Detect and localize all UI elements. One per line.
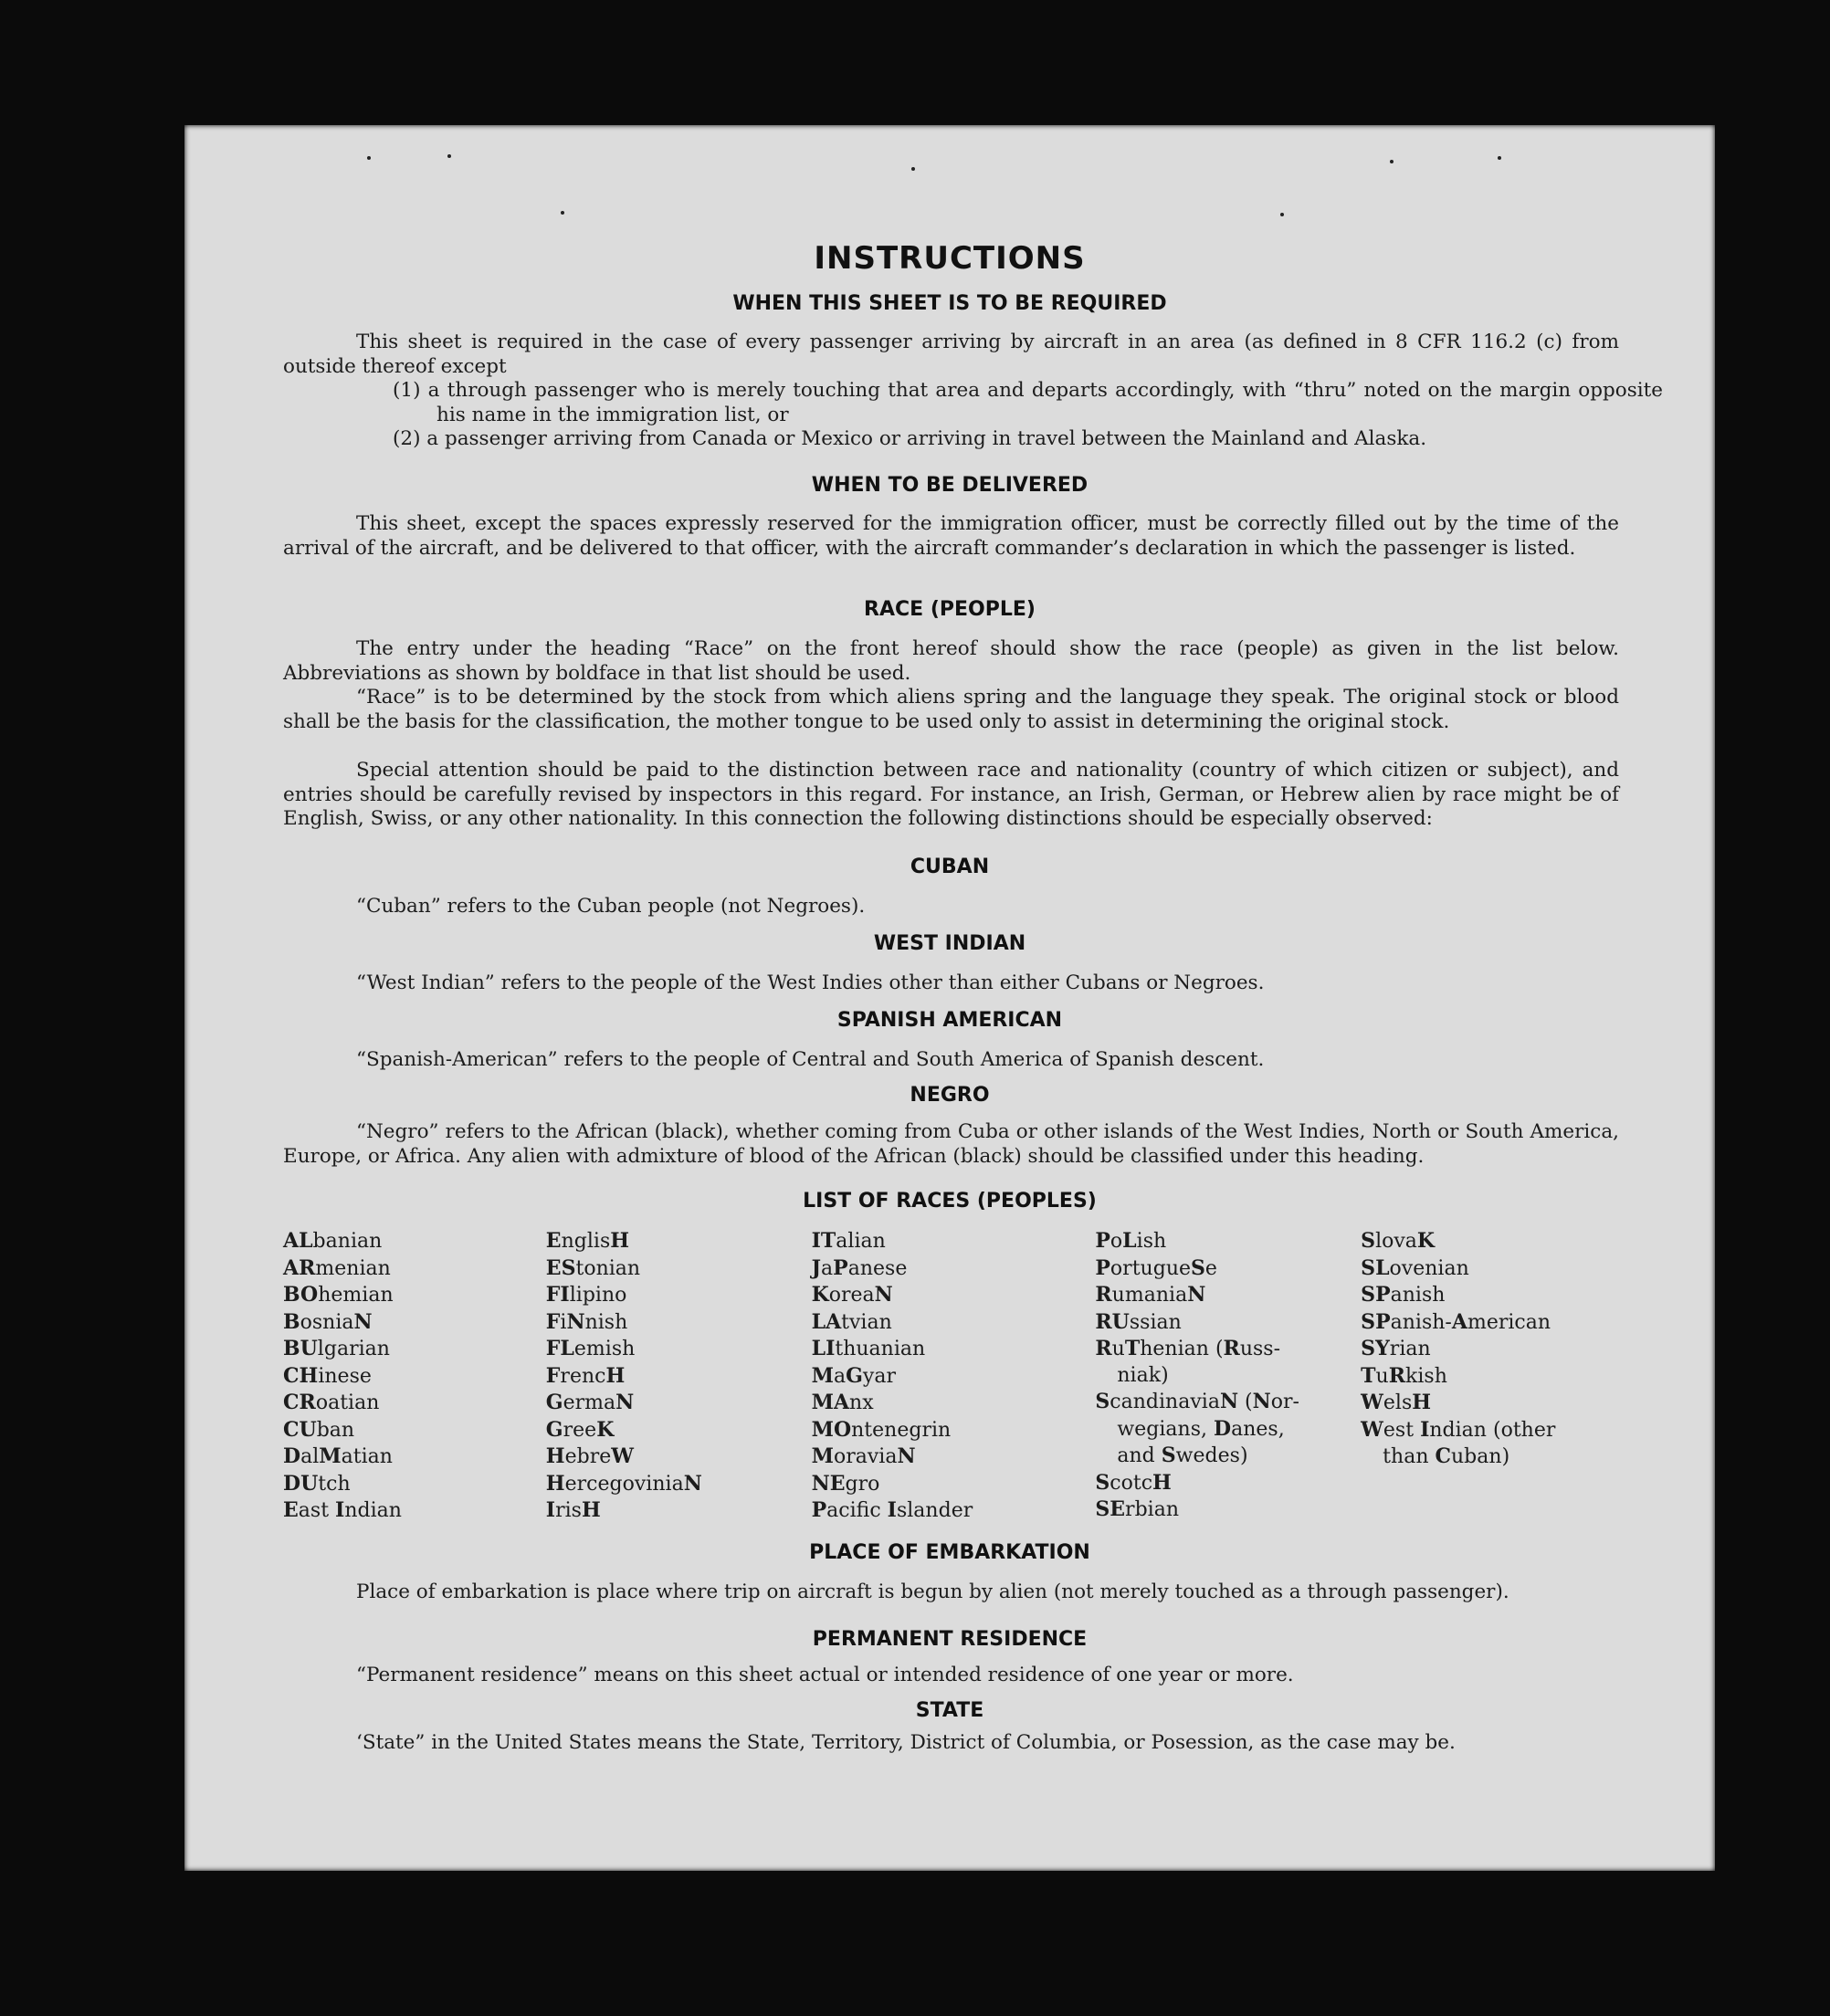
- list-item-exception-2: (2) a passenger arriving from Canada or Mexico or arriving in travel between the Mainland and Alaska.: [393, 427, 1427, 450]
- scan-speck: [1390, 160, 1394, 163]
- paragraph-race-1: The entry under the heading “Race” on the front hereof should show the race (people) as given in the list below. Abbreviations as shown by boldface in that list should be used.: [283, 637, 1619, 685]
- section-heading-negro: NEGRO: [910, 1084, 990, 1107]
- scan-speck: [561, 211, 564, 215]
- race-entry: ScotcH: [1095, 1470, 1172, 1495]
- paragraph-state: ‘State” in the United States means the State, Territory, District of Columbia, or Posession, as the case may be.: [356, 1731, 1456, 1754]
- paragraph-when-required: This sheet is required in the case of every passenger arriving by aircraft in an area (as defined in 8 CFR 116.2 (c) from outside thereof except: [283, 331, 1619, 378]
- race-entry-continuation: and Swedes): [1117, 1444, 1248, 1467]
- race-column-3: [812, 1228, 1096, 1525]
- paragraph-spanish-american: “Spanish-American” refers to the people of Central and South America of Spanish descent.: [356, 1048, 1265, 1071]
- race-entry: RUssian: [1095, 1309, 1182, 1334]
- race-entry: SErbian: [1095, 1497, 1180, 1521]
- race-entry: TuRkish: [1361, 1363, 1447, 1388]
- race-entry: IrisH: [545, 1498, 601, 1522]
- race-entry: CRoatian: [283, 1391, 380, 1414]
- race-entry: EStonian: [545, 1255, 641, 1280]
- race-entry: PortugueSe: [1095, 1255, 1217, 1280]
- race-entry: EnglisH: [545, 1229, 630, 1253]
- scan-speck: [367, 156, 371, 160]
- race-entry: SYrian: [1361, 1337, 1431, 1360]
- paragraph-negro: “Negro” refers to the African (black), whether coming from Cuba or other islands of the West Indies, North or South America, Europe, or Africa. Any alien with admixture of blood of the African (black) should be classified under this heading.: [283, 1120, 1619, 1168]
- paragraph-permanent-residence: “Permanent residence” means on this sheet actual or intended residence of one year or more.: [356, 1664, 1294, 1686]
- paragraph-race-2: “Race” is to be determined by the stock from which aliens spring and the language they speak. The original stock or blood shall be the basis for the classification, the mother tongue to be used only to assist in determining the original stock.: [283, 686, 1619, 733]
- race-entry: DalMatian: [283, 1444, 393, 1468]
- race-entry: LIthuanian: [811, 1337, 926, 1360]
- section-heading-race: RACE (PEOPLE): [864, 598, 1036, 621]
- race-column-1: [283, 1228, 546, 1525]
- section-heading-state: STATE: [915, 1699, 984, 1722]
- race-entry: SLovenian: [1361, 1255, 1469, 1280]
- race-entry: CHinese: [283, 1363, 372, 1388]
- race-entry: MoraviaN: [811, 1444, 916, 1468]
- race-entry: MOntenegrin: [811, 1417, 952, 1442]
- race-entry: HebreW: [545, 1444, 634, 1468]
- race-column-4: [1095, 1228, 1361, 1525]
- paragraph-when-delivered: This sheet, except the spaces expressly reserved for the immigration officer, must be correctly filled out by the time of the arrival of the aircraft, and be delivered to that officer, with the aircraft commander’s declaration in which the passenger is listed.: [283, 512, 1619, 560]
- scan-speck: [1498, 156, 1501, 160]
- race-entry: WelsH: [1361, 1391, 1432, 1414]
- race-entry: SPanish-American: [1361, 1309, 1551, 1334]
- document-page: [184, 125, 1715, 1871]
- race-list: [283, 1228, 1625, 1525]
- race-column-5: [1361, 1228, 1625, 1525]
- scan-speck: [911, 167, 915, 171]
- paragraph-race-3: Special attention should be paid to the distinction between race and nationality (country of which citizen or subject), and entries should be carefully revised by inspectors in this regard. For instance, an Irish, German, or Hebrew alien by race might be of English, Swiss, or any other nationality. In this connection the following distinctions should be especially observed:: [283, 759, 1619, 830]
- race-entry: ALbanian: [283, 1229, 383, 1253]
- race-entry: RumaniaN: [1095, 1283, 1206, 1307]
- paragraph-place-of-embarkation: Place of embarkation is place where trip on aircraft is begun by alien (not merely touched as a through passenger).: [356, 1580, 1509, 1603]
- race-entry: KoreaN: [811, 1283, 893, 1307]
- race-entry: SPanish: [1361, 1283, 1446, 1307]
- paragraph-west-indian: “West Indian” refers to the people of the West Indies other than either Cubans or Negroes.: [356, 971, 1265, 994]
- race-entry: PoLish: [1095, 1229, 1167, 1253]
- race-entry: BOhemian: [283, 1283, 394, 1307]
- race-column-2: [546, 1228, 812, 1525]
- scan-speck: [1280, 213, 1284, 216]
- race-entry: West Indian (other: [1361, 1417, 1556, 1442]
- race-entry: CUban: [283, 1417, 355, 1442]
- race-entry: JaPanese: [811, 1255, 908, 1280]
- race-entry: RuThenian (Russ-: [1095, 1337, 1281, 1360]
- race-entry: DUtch: [283, 1471, 351, 1496]
- paragraph-cuban: “Cuban” refers to the Cuban people (not Negroes).: [356, 895, 866, 918]
- race-entry: BosniaN: [283, 1309, 373, 1334]
- section-heading-west-indian: WEST INDIAN: [873, 932, 1026, 955]
- race-entry: GreeK: [545, 1417, 615, 1442]
- race-entry: FiNnish: [545, 1309, 628, 1334]
- race-entry: MAnx: [811, 1391, 874, 1414]
- race-entry: NEgro: [811, 1471, 880, 1496]
- race-entry: FrencH: [545, 1363, 626, 1388]
- race-entry: BUlgarian: [283, 1337, 390, 1360]
- race-entry-continuation: niak): [1117, 1363, 1169, 1387]
- section-heading-when-required: WHEN THIS SHEET IS TO BE REQUIRED: [732, 292, 1167, 315]
- race-entry-continuation: than Cuban): [1383, 1444, 1510, 1468]
- race-entry: GermaN: [545, 1391, 635, 1414]
- list-item-exception-1: (1) a through passenger who is merely touching that area and departs accordingly, with “thru” noted on the margin opposite his name in the immigration list, or: [393, 379, 1663, 426]
- race-entry: ARmenian: [283, 1255, 391, 1280]
- race-entry-continuation: wegians, Danes,: [1117, 1416, 1285, 1441]
- section-heading-list-of-races: LIST OF RACES (PEOPLES): [803, 1190, 1097, 1213]
- section-heading-spanish-american: SPANISH AMERICAN: [836, 1009, 1063, 1032]
- race-entry: LAtvian: [811, 1309, 892, 1334]
- race-entry: HercegoviniaN: [545, 1471, 702, 1496]
- section-heading-permanent-residence: PERMANENT RESIDENCE: [812, 1628, 1088, 1651]
- section-heading-place-of-embarkation: PLACE OF EMBARKATION: [809, 1541, 1090, 1564]
- scan-speck: [447, 154, 451, 158]
- race-entry: FIlipino: [545, 1283, 627, 1307]
- race-entry: East Indian: [283, 1498, 402, 1522]
- section-heading-cuban: CUBAN: [910, 856, 990, 878]
- race-entry: ScandinaviaN (Nor-: [1095, 1390, 1299, 1413]
- race-entry: ITalian: [811, 1229, 886, 1253]
- race-entry: SlovaK: [1361, 1229, 1436, 1253]
- race-entry: FLemish: [545, 1337, 636, 1360]
- race-entry: MaGyar: [811, 1363, 896, 1388]
- page-title: INSTRUCTIONS: [814, 240, 1086, 277]
- race-entry: Pacifc Islander: [811, 1498, 973, 1522]
- section-heading-when-delivered: WHEN TO BE DELIVERED: [811, 474, 1089, 497]
